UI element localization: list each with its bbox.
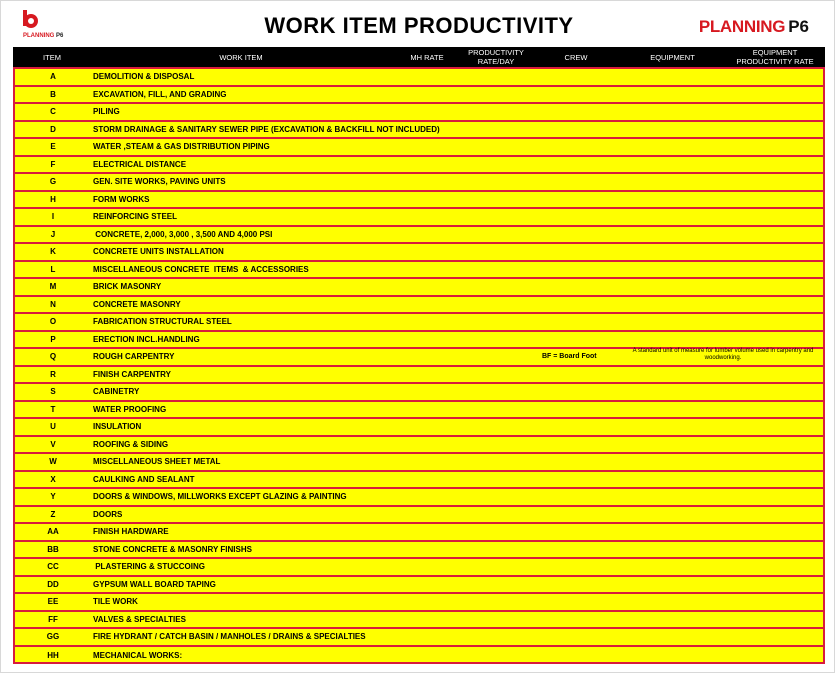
table-row [15,227,823,245]
document-header [13,7,825,45]
item-code: P [50,334,56,344]
item-code: M [49,282,57,292]
table-row [15,577,823,595]
table-row [15,629,823,647]
page-title: WORK ITEM PRODUCTIVITY [264,13,574,38]
equipment-note: A standard unit of measure for lumber volume used in carpentry and woodworking. [632,348,814,361]
table-row [15,437,823,455]
item-code: B [50,89,56,99]
column-header-work-item: WORK ITEM [219,52,263,62]
table-row [15,507,823,525]
table-row [15,524,823,542]
work-item-name: INSULATION [93,422,142,432]
table-row [15,87,823,105]
work-item-name: FIRE HYDRANT / CATCH BASIN / MANHOLES / DRAINS & SPECIALTIES [93,632,366,642]
table-row [15,489,823,507]
work-item-name: CAULKING AND SEALANT [93,474,195,484]
item-code: W [49,457,57,467]
item-code: U [50,422,56,432]
work-item-name: FABRICATION STRUCTURAL STEEL [93,317,232,327]
table-row [15,139,823,157]
item-code: GG [46,632,60,642]
work-item-name: CABINETRY [93,387,140,397]
item-code: A [50,72,56,82]
table-row [15,367,823,385]
column-header-crew: CREW [564,52,588,62]
work-item-name: GEN. SITE WORKS, PAVING UNITS [93,177,226,187]
work-item-name: WATER ,STEAM & GAS DISTRIBUTION PIPING [93,142,270,152]
item-code: S [50,387,56,397]
item-code: C [50,107,56,117]
work-item-name: BRICK MASONRY [93,282,162,292]
work-item-name: GYPSUM WALL BOARD TAPING [93,579,216,589]
table-row [15,122,823,140]
item-code: Z [50,509,56,519]
item-code: R [50,369,56,379]
table-row [15,192,823,210]
item-code: N [50,299,56,309]
table-row [15,332,823,350]
item-code: G [49,177,57,187]
work-item-name: TILE WORK [93,597,138,607]
work-item-name: FINISH CARPENTRY [93,369,171,379]
planning-p6-brand-logo: PLANNING P6 [698,17,809,36]
table-row [15,349,823,367]
table-row [15,104,823,122]
work-item-name: PLASTERING & STUCCOING [93,562,206,572]
table-row [15,542,823,560]
table-row [15,419,823,437]
work-item-name: ROOFING & SIDING [93,439,169,449]
work-item-table [13,67,825,664]
work-item-name: MECHANICAL WORKS: [93,650,183,660]
item-code: L [50,264,56,274]
table-row [15,612,823,630]
table-row [15,69,823,87]
item-code: EE [47,597,59,607]
table-header [13,47,825,67]
item-code: K [50,247,56,257]
work-item-name: DOORS [93,509,123,519]
table-row [15,314,823,332]
work-item-name: FINISH HARDWARE [93,527,169,537]
item-code: I [51,212,55,222]
table-row [15,297,823,315]
table-row [15,472,823,490]
work-item-name: DEMOLITION & DISPOSAL [93,72,195,82]
work-item-name: REINFORCING STEEL [93,212,178,222]
column-header-equipment-productivity-rate: EQUIPMENT PRODUCTIVITY RATE [736,48,814,66]
column-header-equipment: EQUIPMENT [650,52,695,62]
work-item-name: WATER PROOFING [93,404,167,414]
work-item-name: STONE CONCRETE & MASONRY FINISHS [93,544,252,554]
work-item-name: VALVES & SPECIALTIES [93,614,186,624]
item-code: E [50,142,56,152]
work-item-name: EXCAVATION, FILL, AND GRADING [93,89,227,99]
item-code: F [50,159,56,169]
item-code: D [50,124,56,134]
work-item-name: PILING [93,107,120,117]
item-code: Q [49,352,57,362]
crew-cell: BF = Board Foot [542,353,597,361]
column-header-productivity-rate: PRODUCTIVITY RATE/DAY [468,48,524,66]
work-item-name: DOORS & WINDOWS, MILLWORKS EXCEPT GLAZING & PAINTING [93,492,347,502]
item-code: O [49,317,57,327]
item-code: AA [47,527,59,537]
item-code: HH [47,650,59,660]
table-row [15,174,823,192]
work-item-name: ERECTION INCL.HANDLING [93,334,200,344]
column-header-item: ITEM [43,52,61,62]
item-code: X [50,474,56,484]
item-code: J [50,229,56,239]
work-item-name: MISCELLANEOUS SHEET METAL [93,457,221,467]
work-item-name: CONCRETE UNITS INSTALLATION [93,247,224,257]
table-row [15,402,823,420]
item-code: V [50,439,56,449]
column-header-mh-rate: MH RATE [410,52,444,62]
work-item-name: CONCRETE, 2,000, 3,000 , 3,500 AND 4,000 PSI [93,229,273,239]
work-item-name: STORM DRAINAGE & SANITARY SEWER PIPE (EXCAVATION & BACKFILL NOT INCLUDED) [93,124,440,134]
table-row [15,244,823,262]
table-row [15,647,823,665]
item-code: BB [47,544,59,554]
table-row [15,157,823,175]
item-code: Y [50,492,56,502]
table-row [15,384,823,402]
item-code: CC [47,562,59,572]
logo-left-caption: PLANNING P6 [23,33,64,39]
table-row [15,559,823,577]
item-code: FF [48,614,58,624]
item-code: T [50,404,56,414]
table-row [15,454,823,472]
table-row [15,279,823,297]
work-item-name: ELECTRICAL DISTANCE [93,159,187,169]
item-code: H [50,194,56,204]
work-item-name: FORM WORKS [93,194,150,204]
table-row [15,262,823,280]
work-item-name: MISCELLANEOUS CONCRETE ITEMS & ACCESSORIES [93,264,309,274]
table-row [15,594,823,612]
table-row [15,209,823,227]
work-item-name: ROUGH CARPENTRY [93,352,175,362]
item-code: DD [47,579,59,589]
work-item-name: CONCRETE MASONRY [93,299,181,309]
